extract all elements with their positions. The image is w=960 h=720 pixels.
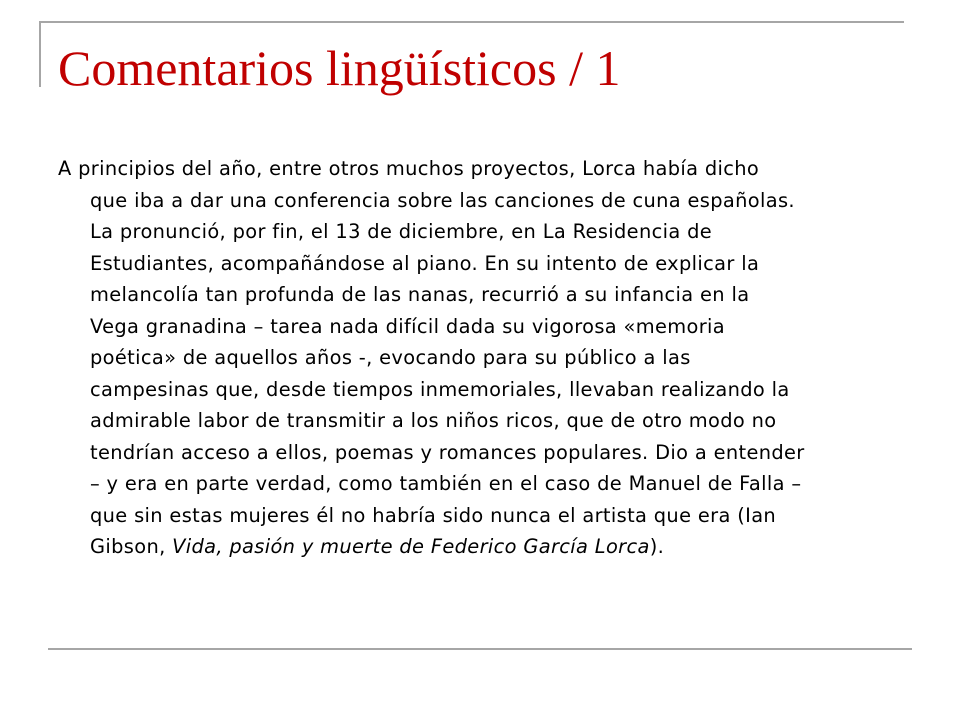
citation-suffix: ). xyxy=(649,535,665,558)
book-title: Vida, pasión y muerte de Federico García Lorca xyxy=(172,535,650,558)
paragraph-line: campesinas que, desde tiempos inmemoriales, llevaban realizando la xyxy=(90,377,790,401)
paragraph-line: que sin estas mujeres él no habría sido nunca el artista que era (Ian xyxy=(90,503,777,527)
paragraph-line: Vega granadina – tarea nada difícil dada su vigorosa «memoria xyxy=(90,314,726,338)
quote-paragraph xyxy=(58,153,940,563)
top-divider-line xyxy=(40,21,904,23)
paragraph-line: que iba a dar una conferencia sobre las canciones de cuna españolas. xyxy=(90,188,795,212)
paragraph-line: poética» de aquellos años -, evocando para su público a las xyxy=(90,346,691,369)
citation-prefix: Gibson, xyxy=(90,535,173,558)
bottom-divider-line xyxy=(48,648,912,650)
slide-title: Comentarios lingüísticos / 1 xyxy=(58,40,621,96)
paragraph-line: admirable labor de transmitir a los niños ricos, que de otro modo no xyxy=(90,409,777,432)
paragraph-line: Estudiantes, acompañándose al piano. En su intento de explicar la xyxy=(90,251,760,275)
paragraph-line: – y era en parte verdad, como también en el caso de Manuel de Falla – xyxy=(90,472,802,495)
paragraph-line: tendrían acceso a ellos, poemas y romances populares. Dio a entender xyxy=(90,440,805,464)
paragraph-line-final xyxy=(90,535,664,558)
paragraph-line: A principios del año, entre otros muchos proyectos, Lorca había dicho xyxy=(58,157,760,180)
left-accent-line xyxy=(39,21,41,87)
paragraph-line: La pronunció, por fin, el 13 de diciembre, en La Residencia de xyxy=(90,220,713,243)
paragraph-line: melancolía tan profunda de las nanas, recurrió a su infancia en la xyxy=(90,283,750,306)
